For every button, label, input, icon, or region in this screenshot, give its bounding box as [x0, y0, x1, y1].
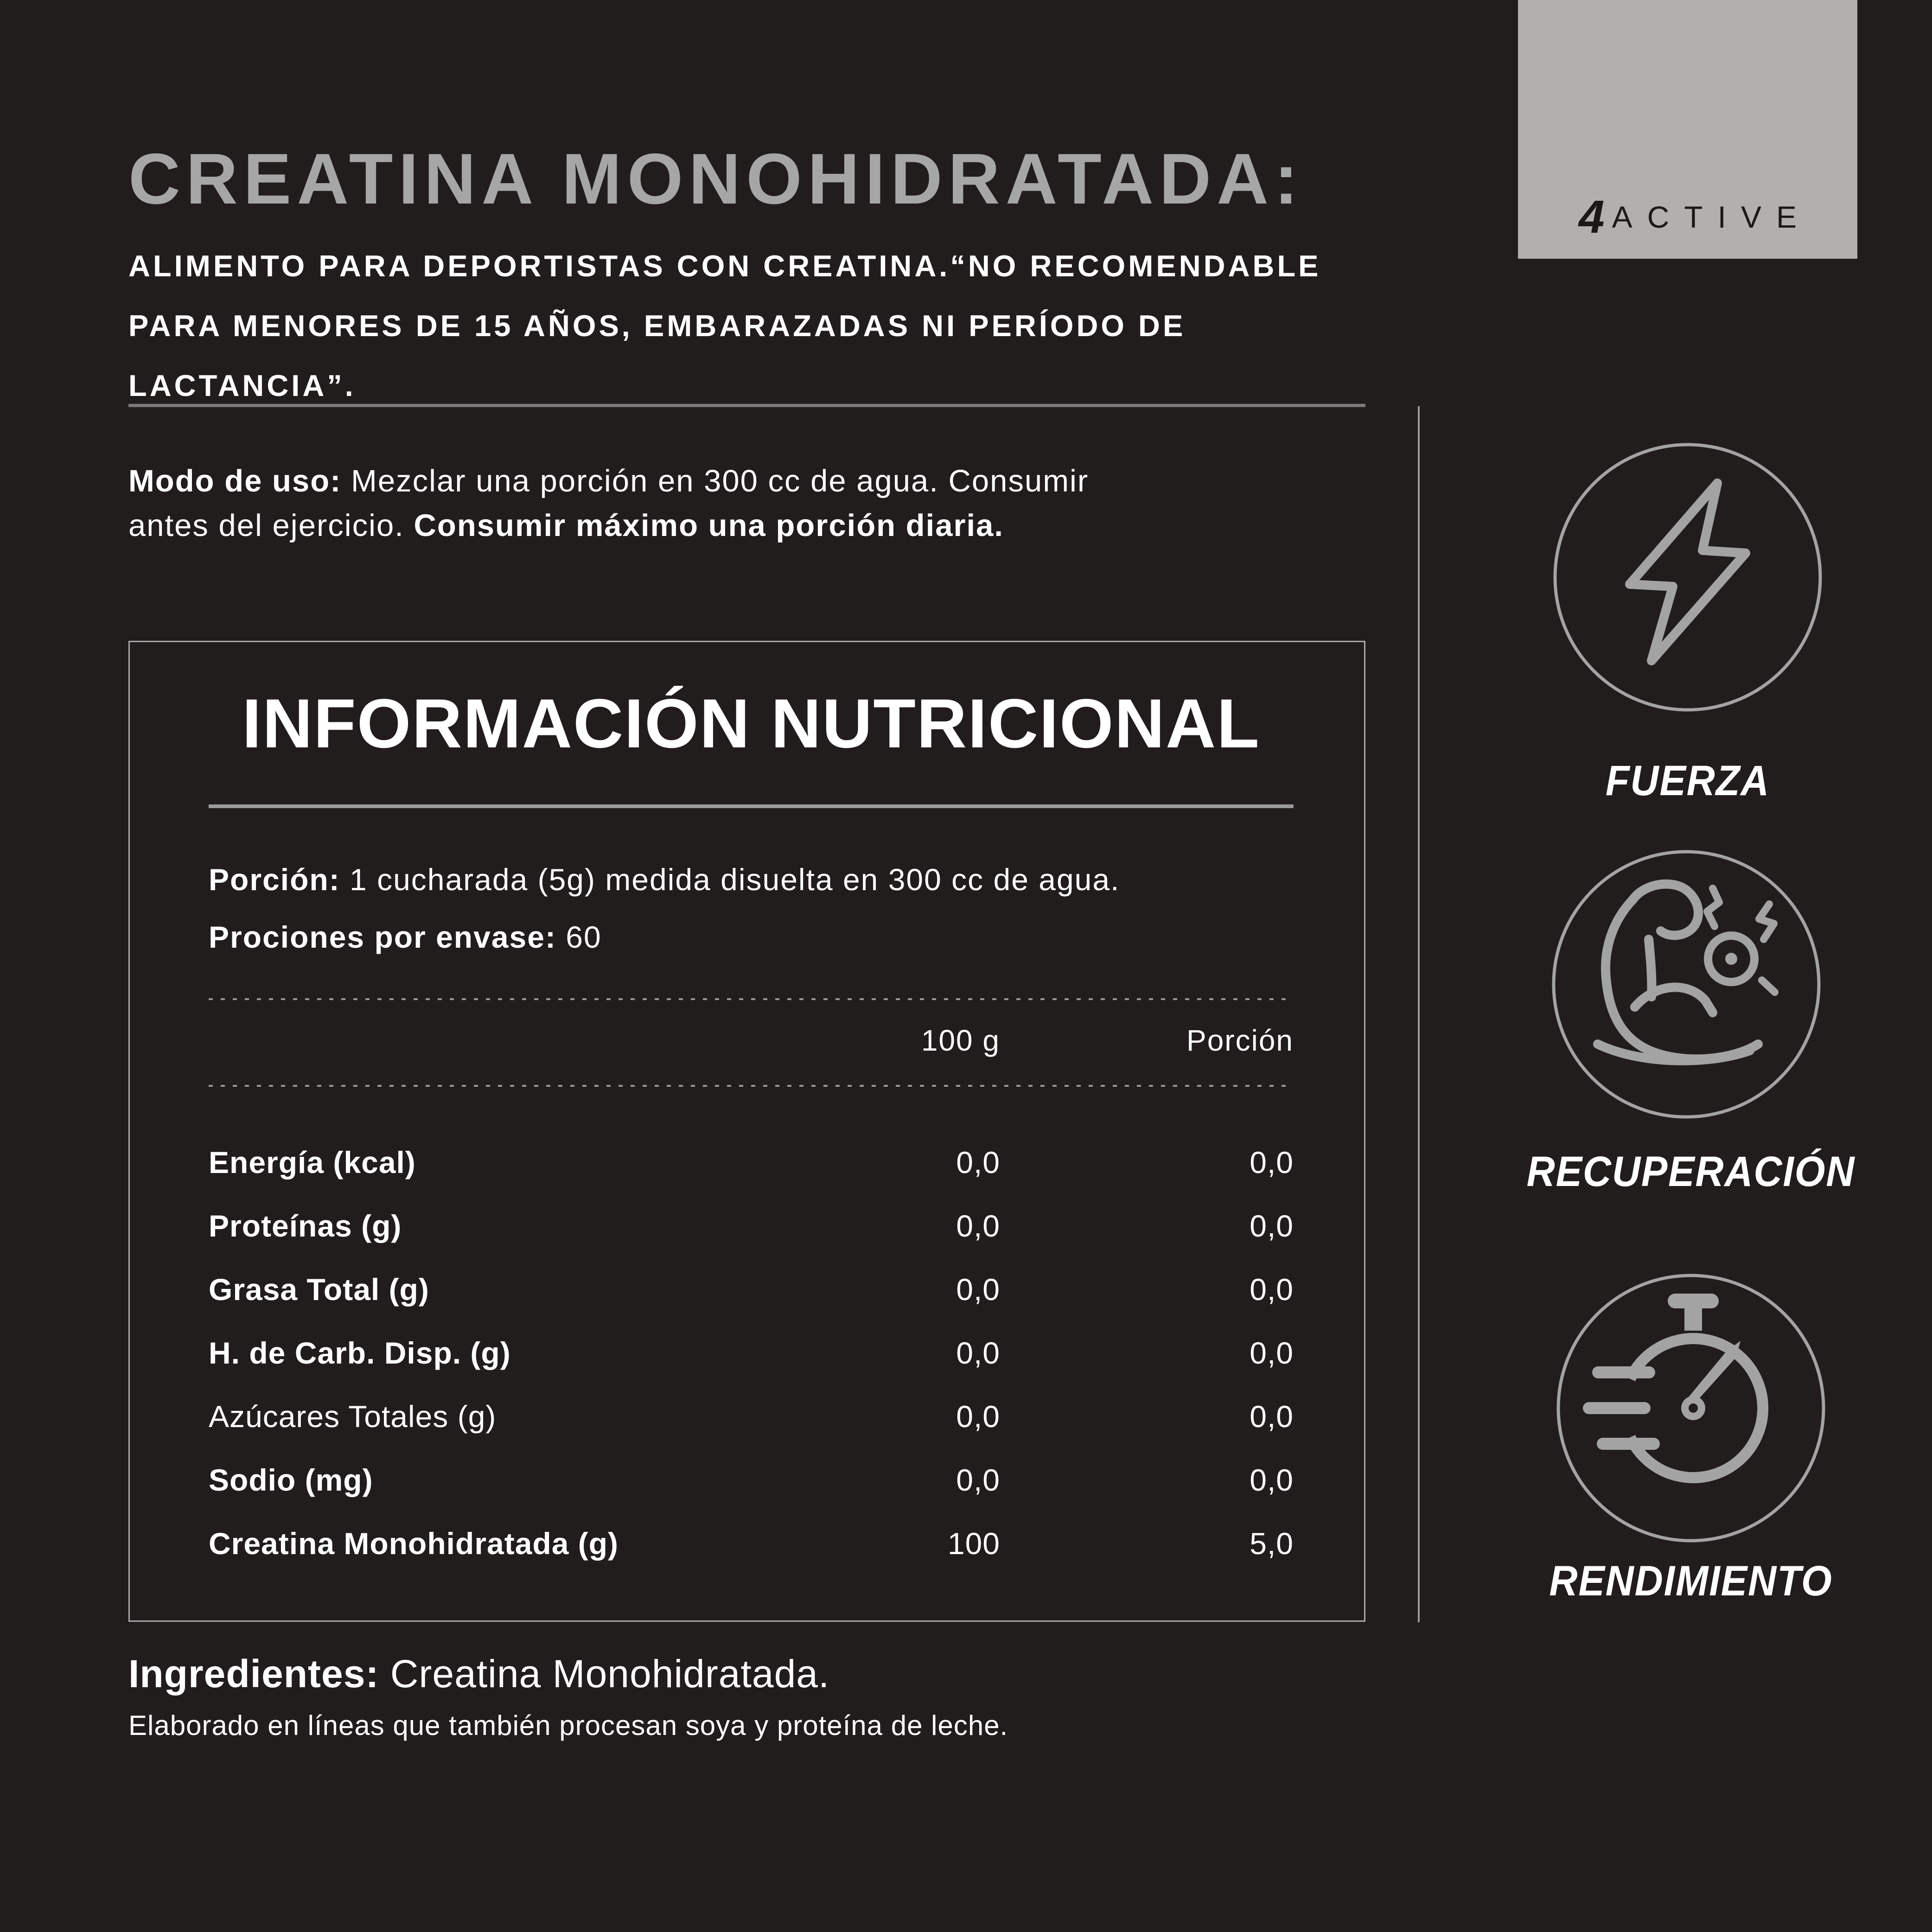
- brand-4-mark: 4: [1578, 191, 1605, 243]
- portion-text: 1 cucharada (5g) medida disuelta en 300 cc de agua.: [340, 862, 1120, 897]
- usage-line-1: [128, 459, 1427, 504]
- servings-value: 60: [556, 920, 602, 954]
- row-label: Grasa Total (g): [209, 1272, 429, 1307]
- benefit-label-recuperacion: RECUPERACIÓN: [1526, 1148, 1855, 1195]
- benefit-label-fuerza: FUERZA: [1605, 757, 1770, 804]
- usage-label: Modo de uso:: [128, 464, 342, 498]
- row-value-100g: 0,0: [956, 1209, 1000, 1243]
- table-row: [209, 1385, 1294, 1448]
- table-row: [209, 1321, 1294, 1385]
- nutrition-facts-panel: [128, 641, 1365, 1622]
- product-title: CREATINA MONOHIDRATADA:: [128, 139, 1304, 219]
- row-label: Energía (kcal): [209, 1145, 416, 1180]
- lightning-icon: [1551, 440, 1824, 714]
- servings-label: Prociones por envase:: [209, 920, 556, 954]
- row-value-portion: 0,0: [1250, 1336, 1294, 1370]
- usage-instructions: [128, 459, 1427, 548]
- table-row: [209, 1194, 1294, 1258]
- row-value-portion: 0,0: [1250, 1463, 1294, 1497]
- row-label: Proteínas (g): [209, 1209, 402, 1243]
- brand-logo: [1518, 0, 1857, 259]
- table-header-row: [209, 1023, 1294, 1058]
- table-row: [209, 1131, 1294, 1194]
- muscle-recovery-icon: [1549, 848, 1823, 1121]
- benefit-label-rendimiento: RENDIMIENTO: [1549, 1557, 1833, 1605]
- row-value-portion: 0,0: [1250, 1399, 1294, 1434]
- horizontal-divider: [128, 404, 1365, 407]
- row-value-100g: 0,0: [956, 1272, 1000, 1307]
- nutrition-title-underline: [209, 804, 1294, 808]
- portion-label: Porción:: [209, 862, 340, 897]
- subtitle-line-2: PARA MENORES DE 15 AÑOS, EMBARAZADAS NI PERÍODO DE LACTANCIA”.: [128, 309, 1186, 402]
- row-value-portion: 5,0: [1250, 1526, 1294, 1561]
- nutrition-title: INFORMACIÓN NUTRICIONAL: [242, 684, 1260, 762]
- row-value-100g: 100: [947, 1526, 1000, 1561]
- ingredients-value: Creatina Monohidratada.: [379, 1652, 830, 1696]
- row-value-100g: 0,0: [956, 1463, 1000, 1497]
- row-value-portion: 0,0: [1250, 1145, 1294, 1180]
- ingredients-section: [128, 1651, 1427, 1744]
- dotted-separator-bottom: [209, 1085, 1294, 1087]
- product-subtitle: [128, 236, 1408, 415]
- row-value-100g: 0,0: [956, 1399, 1000, 1434]
- ingredients-label: Ingredientes:: [128, 1652, 379, 1696]
- allergen-note: Elaborado en líneas que también procesan soya y proteína de leche.: [128, 1710, 1008, 1741]
- brand-logo-row: [1578, 191, 1811, 243]
- row-value-portion: 0,0: [1250, 1272, 1294, 1307]
- row-label: Azúcares Totales (g): [209, 1399, 497, 1434]
- portion-line: [209, 851, 1294, 908]
- row-value-portion: 0,0: [1250, 1209, 1294, 1243]
- row-label: Sodio (mg): [209, 1463, 373, 1497]
- brand-name: ACTIVE: [1612, 200, 1811, 234]
- servings-line: [209, 908, 1294, 966]
- usage-text-1: Mezclar una porción en 300 cc de agua. Consumir: [341, 464, 1089, 498]
- row-value-100g: 0,0: [956, 1145, 1000, 1180]
- usage-max-note: Consumir máximo una porción diaria.: [414, 508, 1004, 543]
- table-row: [209, 1512, 1294, 1575]
- dotted-separator-top: [209, 998, 1294, 1000]
- row-value-100g: 0,0: [956, 1336, 1000, 1370]
- usage-text-2: antes del ejercicio.: [128, 508, 414, 543]
- vertical-divider: [1418, 406, 1420, 1622]
- column-header-100g: 100 g: [921, 1024, 1000, 1057]
- table-row: [209, 1258, 1294, 1321]
- serving-info: [209, 851, 1294, 966]
- nutrition-rows: [209, 1131, 1294, 1575]
- column-header-portion: Porción: [1186, 1024, 1294, 1057]
- table-row: [209, 1448, 1294, 1512]
- row-label: Creatina Monohidratada (g): [209, 1526, 619, 1561]
- row-label: H. de Carb. Disp. (g): [209, 1336, 511, 1370]
- ingredients-line: [128, 1651, 1427, 1697]
- subtitle-line-1: ALIMENTO PARA DEPORTISTAS CON CREATINA.“NO RECOMENDABLE: [128, 249, 1321, 283]
- stopwatch-icon: [1554, 1271, 1828, 1545]
- usage-line-2: [128, 504, 1427, 548]
